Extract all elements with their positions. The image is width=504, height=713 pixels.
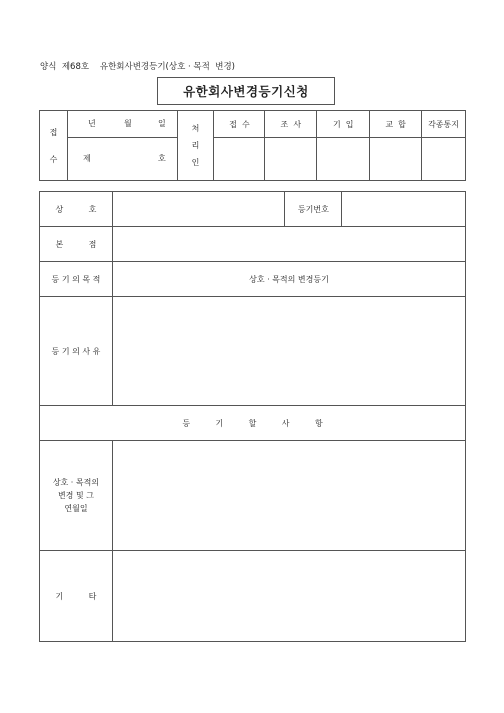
receipt-date-cell[interactable] xyxy=(67,111,177,138)
stamp-receipt-cell[interactable] xyxy=(214,138,265,181)
date-day-label: 일 xyxy=(157,119,166,128)
receipt-label-top: 접 xyxy=(49,127,58,137)
receipt-label-bottom: 수 xyxy=(49,154,58,164)
date-month-label: 월 xyxy=(123,119,132,128)
col-header-entry: 기 입 xyxy=(317,111,370,138)
reason-field[interactable] xyxy=(112,297,465,406)
head-office-label: 본 점 xyxy=(40,227,113,262)
application-table xyxy=(39,191,466,642)
stamp-investigation-cell[interactable] xyxy=(265,138,317,181)
receipt-table xyxy=(39,110,466,181)
change-label-cell xyxy=(40,441,113,551)
processor-label-char: 리 xyxy=(191,141,200,150)
processor-label-char: 인 xyxy=(191,158,200,167)
stamp-entry-cell[interactable] xyxy=(317,138,370,181)
trade-name-field[interactable] xyxy=(112,192,285,227)
processor-label-cell xyxy=(177,111,214,181)
form-title: 유한회사변경등기신청 xyxy=(157,77,335,105)
col-header-receipt: 접 수 xyxy=(214,111,265,138)
reason-label: 등 기 의 사 유 xyxy=(40,297,113,406)
stamp-verification-cell[interactable] xyxy=(370,138,422,181)
receipt-label-cell xyxy=(40,111,68,181)
stamp-notices-cell[interactable] xyxy=(422,138,466,181)
reg-number-field[interactable] xyxy=(342,192,466,227)
matters-header: 등 기 할 사 항 xyxy=(40,406,466,441)
col-header-notices: 각종통지 xyxy=(422,111,466,138)
col-header-verification: 교 합 xyxy=(370,111,422,138)
reg-number-label: 등기번호 xyxy=(285,192,342,227)
date-year-label: 년 xyxy=(87,119,96,128)
form-caption: 양식 제68호 유한회사변경등기(상호 · 목적 변경) xyxy=(40,62,235,72)
number-je-label: 제 xyxy=(82,154,91,163)
purpose-value: 상호 · 목적의 변경등기 xyxy=(112,262,465,297)
other-label: 기 타 xyxy=(40,551,113,642)
other-field[interactable] xyxy=(112,551,465,642)
purpose-label: 등 기 의 목 적 xyxy=(40,262,113,297)
receipt-number-cell[interactable] xyxy=(67,138,177,181)
change-label-line: 연월일 xyxy=(64,504,88,513)
change-details-field[interactable] xyxy=(112,441,465,551)
change-label-line: 변경 및 그 xyxy=(57,491,94,500)
processor-label-char: 처 xyxy=(191,124,200,133)
number-ho-label: 호 xyxy=(157,154,166,163)
trade-name-label: 상 호 xyxy=(40,192,113,227)
head-office-field[interactable] xyxy=(112,227,465,262)
col-header-investigation: 조 사 xyxy=(265,111,317,138)
change-label-line: 상호 · 목적의 xyxy=(52,478,100,487)
